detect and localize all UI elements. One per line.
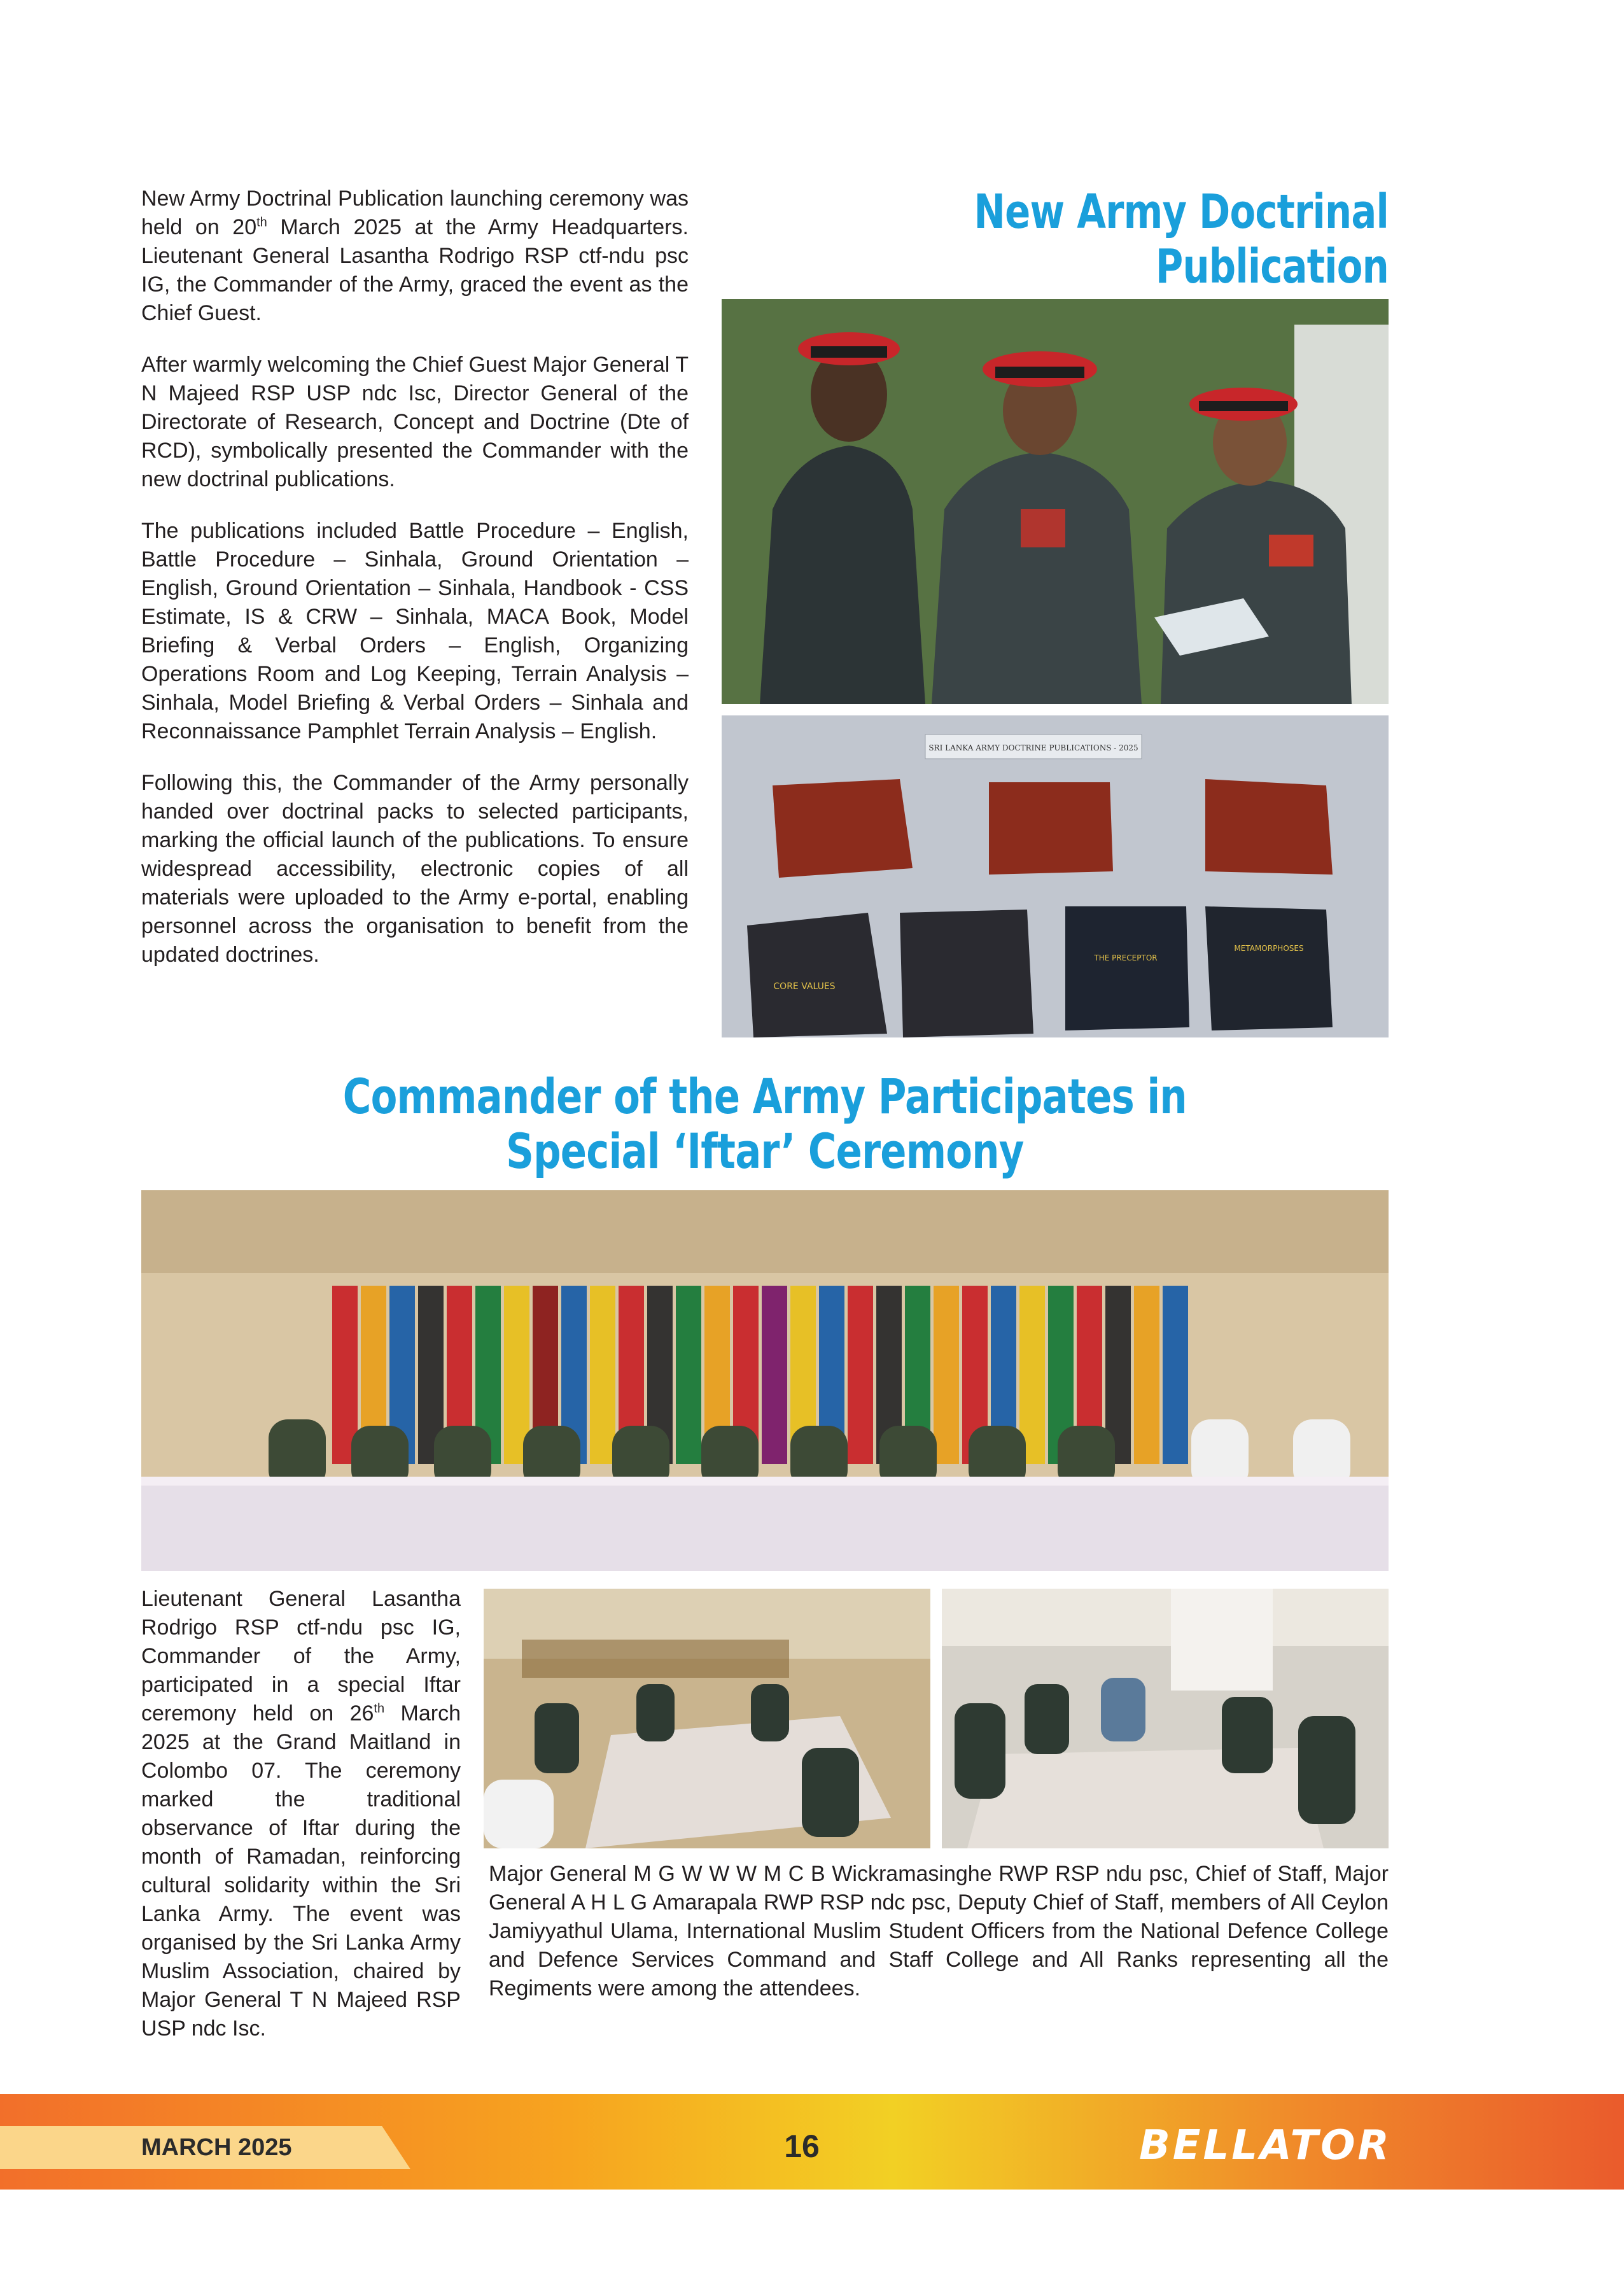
article1-paragraph-1: New Army Doctrinal Publication launching ceremony was held on 20th March 2025 at the Army Headquarters. Lieutenant General Lasantha Rodrigo RSP ctf-ndu psc IG, the Commander of the Army, graced the event as the Chief Guest. [141, 186, 689, 325]
issue-date: MARCH 2025 [141, 2134, 292, 2161]
article2-body: Lieutenant General Lasantha Rodrigo RSP ctf-ndu psc IG, Commander of the Army, participated in a special Iftar ceremony held on 26th March 2025 at the Grand Maitland in Colombo 07. The ceremony marked the traditional observance of Iftar during the month of Ramadan, reinforcing cultural solidarity within the Sri Lanka Army. The event was organised by the Sri Lanka Army Muslim Association, chaired by Major General T N Majeed RSP USP ndc Isc. [141, 1587, 461, 2041]
article2-title: Commander of the Army Participates in Special ‘Iftar’ Ceremony [342, 1068, 1187, 1179]
iftar-dining-photo-left [484, 1589, 930, 1848]
iftar-head-table-photo [141, 1190, 1389, 1571]
book-metamorphoses-text: METAMORPHOSES [1234, 944, 1304, 953]
article2-photo-caption: Major General M G W W W M C B Wickramasinghe RWP RSP ndu psc, Chief of Staff, Major General A H L G Amarapala RWP RSP ndc psc, Deputy Chief of Staff, members of All Ceylon Jamiyyathul Ulama, International Muslim Student Officers from the National Defence College and Defence Services Command and Staff College and All Ranks representing all the Regiments were among the attendees. [489, 1862, 1389, 2000]
doctrine-books-photo [722, 715, 1389, 1037]
article1-title: New Army Doctrinal Publication [974, 185, 1389, 294]
book-preceptor-text: THE PRECEPTOR [1094, 953, 1158, 962]
article1-body [141, 185, 689, 992]
iftar-dining-photo-right [942, 1589, 1389, 1848]
article1-paragraph-2: After warmly welcoming the Chief Guest Major General T N Majeed RSP USP ndc Isc, Director General of the Directorate of Research, Concept and Doctrine (Dte of RCD), symbolically presented the Commander with the new doctrinal publications. [141, 353, 689, 491]
article1-paragraph-3: The publications included Battle Procedure – English, Battle Procedure – Sinhala, Ground Orientation – English, Ground Orientation – Sinhala, Handbook - CSS Estimate, IS & CRW – Sinhala, MACA Book, Model Briefing & Verbal Orders – English, Organizing Operations Room and Log Keeping, Terrain Analysis – Sinhala, Model Briefing & Verbal Orders – Sinhala and Reconnaissance Pamphlet Terrain Analysis – English. [141, 519, 689, 743]
book-core-values-text: CORE VALUES [773, 981, 836, 992]
officers-tablet-photo [722, 299, 1389, 704]
page-number: 16 [784, 2128, 820, 2164]
article1-paragraph-4: Following this, the Commander of the Army personally handed over doctrinal packs to selected participants, marking the official launch of the publications. To ensure widespread accessibility, electronic copies of all materials were uploaded to the Army e-portal, enabling personnel across the organisation to benefit from the updated doctrines. [141, 771, 689, 967]
books-sign-text: SRI LANKA ARMY DOCTRINE PUBLICATIONS - 2025 [928, 743, 1138, 752]
magazine-logo: BELLATOR [1139, 2122, 1392, 2169]
